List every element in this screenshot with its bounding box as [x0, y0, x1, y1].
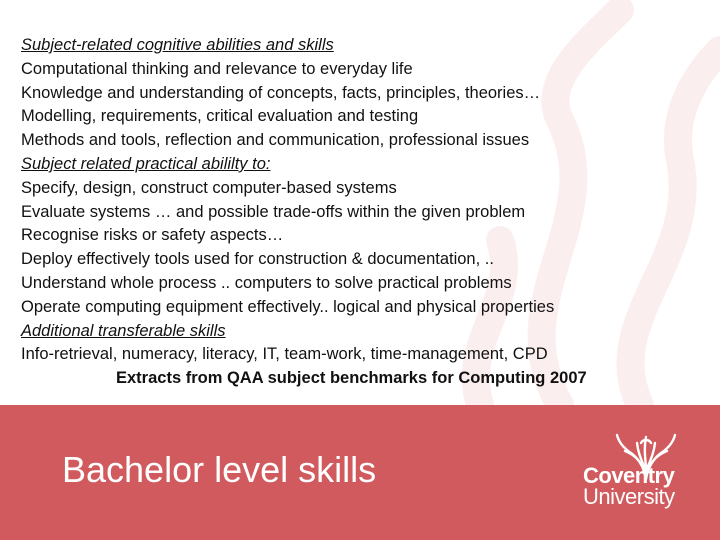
bullet-line: Operate computing equipment effectively.. logical and physical properties	[21, 297, 555, 316]
logo-word-university: University	[583, 484, 675, 509]
bullet-line: Specify, design, construct computer-based systems	[21, 178, 397, 197]
section-heading: Subject-related cognitive abilities and skills	[21, 36, 334, 54]
bullet-line: Deploy effectively tools used for construction & documentation, ..	[21, 250, 494, 269]
section-heading: Additional transferable skills	[21, 321, 226, 340]
bullet-line: Computational thinking and relevance to everyday life	[21, 59, 413, 78]
bullet-line: Knowledge and understanding of concepts, facts, principles, theories…	[21, 83, 541, 102]
slide-title: Bachelor level skills	[62, 449, 377, 490]
bullet-line: Evaluate systems … and possible trade-offs within the given problem	[21, 202, 526, 221]
logo-word-coventry: Coventry	[583, 463, 675, 488]
bullet-line: Recognise risks or safety aspects…	[21, 226, 284, 245]
slide-body	[21, 34, 711, 391]
bullet-line: Info-retrieval, numeracy, literacy, IT, team-work, time-management, CPD	[21, 345, 548, 364]
footer-banner	[0, 405, 720, 540]
source-citation: Extracts from QAA subject benchmarks for Computing 2007	[116, 369, 587, 388]
coventry-university-logo	[583, 431, 687, 521]
bullet-line: Understand whole process .. computers to solve practical problems	[21, 273, 512, 292]
bullet-line: Methods and tools, reflection and communication, professional issues	[21, 131, 530, 150]
section-heading: Subject related practical abililty to:	[21, 154, 271, 173]
bullet-line: Modelling, requirements, critical evaluation and testing	[21, 107, 419, 126]
